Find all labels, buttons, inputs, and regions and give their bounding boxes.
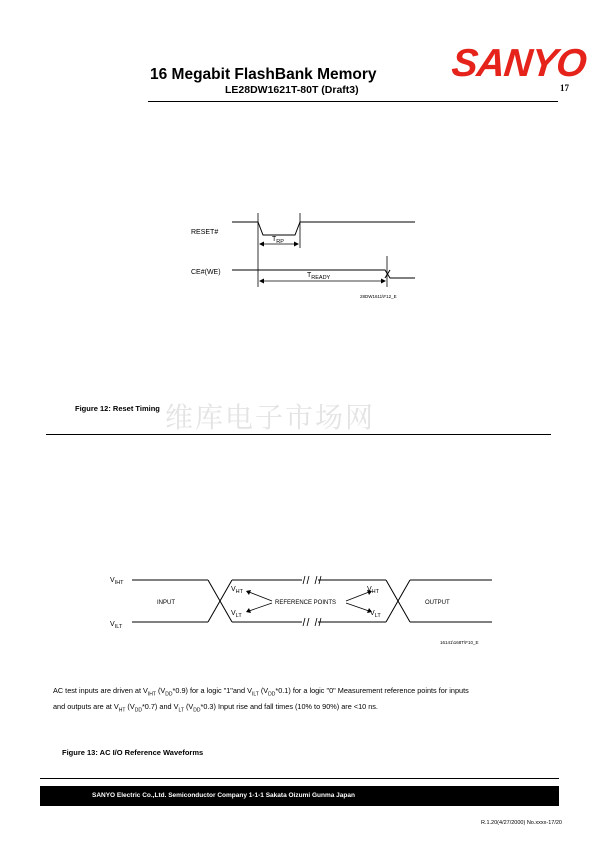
input-label: INPUT <box>157 600 175 606</box>
reset-signal-label: RESET# <box>191 229 219 236</box>
vht-right-label: $V_{HT}$ <box>367 586 380 595</box>
part-number: LE28DW1621T-80T (Draft3) <box>225 84 359 96</box>
figure12-code: 28DW1611\F12_E <box>360 294 397 299</box>
page-title: 16 Megabit FlashBank Memory <box>150 66 377 83</box>
page-number: 17 <box>560 83 569 93</box>
trp-label: $T_{RP}$ <box>272 236 284 245</box>
vil-label: $V_{ILT}$ <box>110 621 123 630</box>
vht-left-label: $V_{HT}$ <box>231 586 244 595</box>
vlt-left-label: $V_{LT}$ <box>231 610 242 619</box>
tready-label: $T_{READY}$ <box>307 272 331 281</box>
ac-test-description <box>53 685 563 717</box>
footer-rule <box>40 778 559 779</box>
reference-points-label: REFERENCE POINTS <box>275 600 337 606</box>
ce-signal-label: CE#(WE) <box>191 269 221 276</box>
revision-info: R.1.20(4/27/2000) No.xxxx-17/20 <box>480 820 562 826</box>
figure12-caption: Figure 12: Reset Timing <box>75 404 160 413</box>
vih-label: $V_{IHT}$ <box>110 577 124 586</box>
output-label: OUTPUT <box>425 600 450 606</box>
description-line-1: AC test inputs are driven at $V_{IHT}$ $(V_{DD}*0.9)$ for a logic "1"and $V_{ILT}$ $(V_{DD}*0.1)$ for a logic "0" Measurement reference points for inputs <box>53 686 469 698</box>
description-line-2: and outputs are at $V_{HT}$ $(V_{DD}*0.7)$ and $V_{LT}$ $(V_{DD}*0.3)$ Input rise and fall times (10% to 90%) are <10 ns. <box>53 701 378 714</box>
vlt-right-label: $V_{LT}$ <box>370 610 381 619</box>
watermark: 维库电子市场网 <box>165 401 376 434</box>
footer-company: SANYO Electric Co.,Ltd. Semiconductor Company 1-1-1 Sakata Oizumi Gunma Japan <box>92 792 355 799</box>
footer-bar <box>40 786 559 806</box>
figure13-code: 16141\168T\F10_E <box>440 640 479 645</box>
sanyo-logo: SANYO <box>449 42 588 85</box>
figure13-caption: Figure 13: AC I/O Reference Waveforms <box>62 748 204 757</box>
